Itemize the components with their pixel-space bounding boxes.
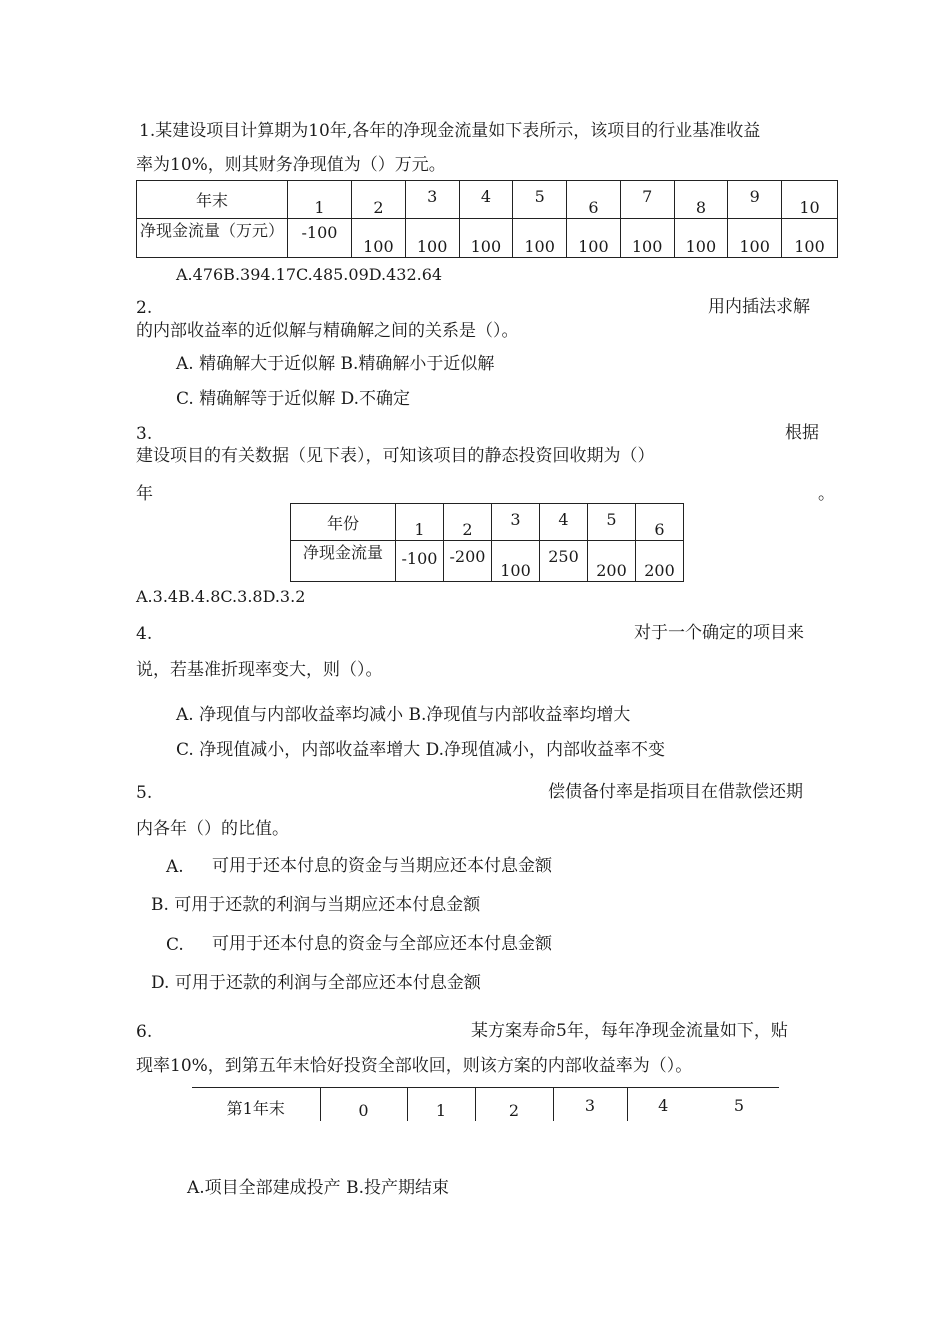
q4-option-ab: A. 净现值与内部收益率均减小 B.净现值与内部收益率均增大 (176, 705, 631, 725)
q5-number: 5. (136, 783, 153, 803)
q1-options: A.476B.394.17C.485.09D.432.64 (176, 265, 443, 284)
q3-value-cell: 200 (588, 541, 636, 582)
q6-year-cell: 4 (627, 1088, 699, 1121)
q3-value-cell: 250 (540, 541, 588, 582)
q4-option-cd: C. 净现值减小，内部收益率增大 D.净现值减小，内部收益率不变 (176, 740, 666, 760)
q6-year-cell: 3 (553, 1088, 627, 1121)
q3-text-line2: 建设项目的有关数据（见下表），可知该项目的静态投资回收期为（） (136, 446, 655, 466)
q3-value-cell: -200 (444, 541, 492, 582)
q1-value-cell: -100 (287, 219, 351, 258)
q3-text-line3-right: 。 (818, 484, 835, 504)
q1-year-cell: 8 (674, 181, 728, 219)
q6-number: 6. (136, 1022, 153, 1042)
q6-year-cell: 2 (475, 1088, 553, 1121)
q6-text-line2: 现率10%，到第五年末恰好投资全部收回，则该方案的内部收益率为（）。 (136, 1056, 693, 1076)
q1-year-cell: 2 (352, 181, 406, 219)
q1-year-cell: 3 (405, 181, 459, 219)
q3-value-cell: 200 (636, 541, 684, 582)
q2-option-cd: C. 精确解等于近似解 D.不确定 (176, 389, 411, 409)
q3-header-label: 年份 (291, 504, 396, 541)
q1-year-cell: 10 (782, 181, 838, 219)
q6-year-cell: 5 (733, 1096, 745, 1115)
q1-value-cell: 100 (405, 219, 459, 258)
q1-value-cell: 100 (674, 219, 728, 258)
q6-header-label: 第1年末 (226, 1099, 285, 1118)
q3-row-label: 净现金流量 (291, 541, 396, 582)
q3-year-cell: 5 (588, 504, 636, 541)
q3-value-cell: 100 (492, 541, 540, 582)
q5-option-b: B. 可用于还款的利润与当期应还本付息金额 (151, 895, 481, 915)
q5-option-a-text: 可用于还本付息的资金与当期应还本付息金额 (212, 856, 552, 876)
q1-year-cell: 6 (567, 181, 621, 219)
q1-text-line2: 率为10%，则其财务净现值为（）万元。 (136, 155, 446, 175)
q6-year-cell: 1 (407, 1088, 475, 1121)
q3-year-cell: 3 (492, 504, 540, 541)
q3-value-cell: -100 (396, 541, 444, 582)
q5-text-line2: 内各年（）的比值。 (136, 819, 289, 839)
q2-text-line2: 的内部收益率的近似解与精确解之间的关系是（）。 (136, 321, 519, 341)
q2-text-right: 用内插法求解 (708, 297, 810, 317)
q1-year-cell: 5 (513, 181, 567, 219)
q1-value-cell: 100 (782, 219, 838, 258)
q5-option-c-letter: C. (166, 935, 184, 955)
q1-value-cell: 100 (567, 219, 621, 258)
q1-text-line1: 1.某建设项目计算期为10年,各年的净现金流量如下表所示，该项目的行业基准收益 (139, 121, 761, 141)
q6-text-right: 某方案寿命5年，每年净现金流量如下，贴 (471, 1021, 788, 1041)
q5-option-c-text: 可用于还本付息的资金与全部应还本付息金额 (212, 934, 552, 954)
q3-year-cell: 1 (396, 504, 444, 541)
q1-header-label: 年末 (137, 181, 288, 219)
q1-value-cell: 100 (459, 219, 513, 258)
q1-year-cell: 1 (287, 181, 351, 219)
q1-year-cell: 7 (620, 181, 674, 219)
q7-options: A.项目全部建成投产 B.投产期结束 (187, 1178, 449, 1198)
q3-text-line3-left: 年 (136, 484, 153, 504)
q3-year-cell: 2 (444, 504, 492, 541)
q4-number: 4. (136, 624, 153, 644)
q4-text-line2: 说，若基准折现率变大，则（）。 (136, 660, 383, 680)
q3-year-cell: 4 (540, 504, 588, 541)
q1-cashflow-table (136, 180, 838, 258)
q1-year-cell: 9 (728, 181, 782, 219)
q1-value-cell: 100 (728, 219, 782, 258)
q4-text-right: 对于一个确定的项目来 (634, 623, 804, 643)
q3-text-right: 根据 (785, 423, 819, 443)
q1-value-cell: 100 (513, 219, 567, 258)
q2-option-ab: A. 精确解大于近似解 B.精确解小于近似解 (176, 354, 495, 374)
q3-options: A.3.4B.4.8C.3.8D.3.2 (136, 587, 306, 606)
q2-number: 2. (136, 298, 153, 318)
q1-value-cell: 100 (352, 219, 406, 258)
q1-year-cell: 4 (459, 181, 513, 219)
q5-option-d: D. 可用于还款的利润与全部应还本付息金额 (151, 973, 481, 993)
q3-year-cell: 6 (636, 504, 684, 541)
q5-option-a-letter: A. (166, 857, 184, 877)
q3-cashflow-table (290, 503, 684, 582)
q6-year-cell: 0 (320, 1088, 407, 1121)
q1-row-label: 净现金流量（万元） (137, 219, 288, 258)
q6-cashflow-table (192, 1087, 779, 1121)
q5-text-right: 偿债备付率是指项目在借款偿还期 (548, 782, 803, 802)
q1-value-cell: 100 (620, 219, 674, 258)
q3-number: 3. (136, 424, 153, 444)
